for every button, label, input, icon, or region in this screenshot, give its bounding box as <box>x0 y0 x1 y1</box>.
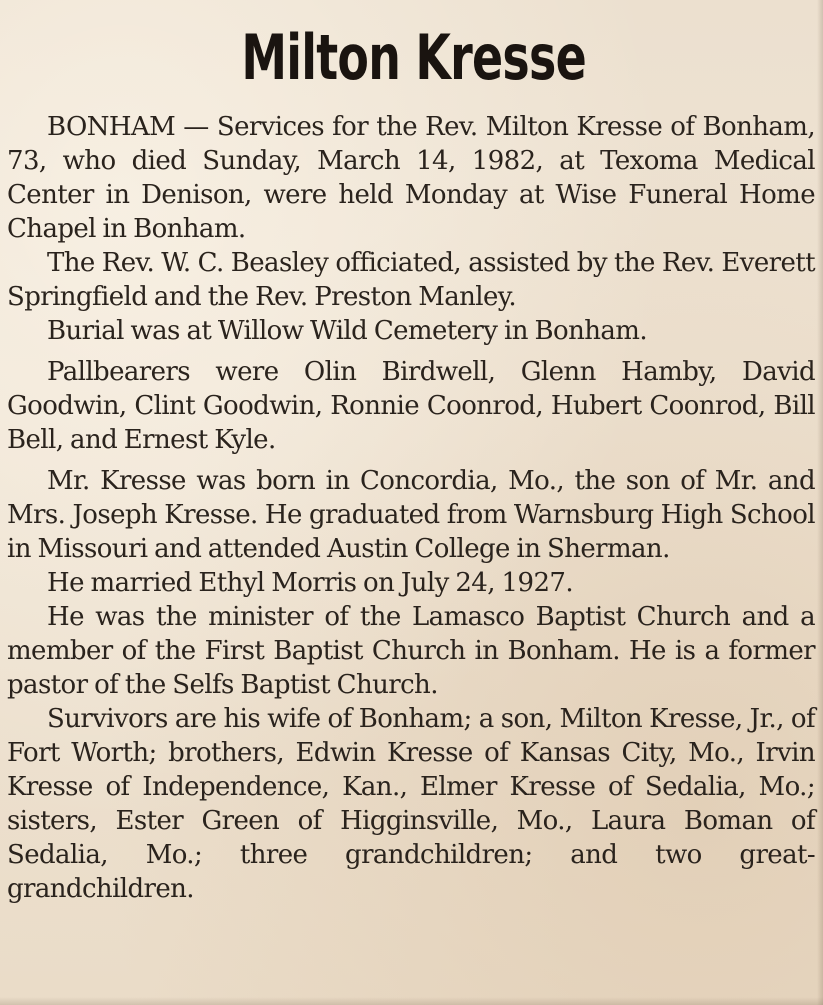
obituary-headline: Milton Kresse <box>241 21 586 94</box>
paragraph-survivors: Survivors are his wife of Bonham; a son, Milton Kresse, Jr., of Fort Worth; brothers, Edwin Kresse of Kansas City, Mo., Irvin Kresse of Independence, Kan., Elmer Kresse of Sedalia, Mo.; sisters, Ester Green of Higginsville, Mo., Laura Boman of Sedalia, Mo.; three grandchildren; and two great-grandchildren. <box>7 704 815 904</box>
paragraph-officiants: The Rev. W. C. Beasley officiated, assisted by the Rev. Everett Springfield and the Rev. Preston Manley. <box>7 248 815 312</box>
paragraph-services: BONHAM — Services for the Rev. Milton Kresse of Bonham, 73, who died Sunday, March 14, 1982, at Texoma Medical Center in Denison, were held Monday at Wise Funeral Home Chapel in Bonham. <box>7 112 815 244</box>
obituary-body <box>7 110 815 906</box>
paragraph-ministry: He was the minister of the Lamasco Baptist Church and a member of the First Baptist Church in Bonham. He is a former pastor of the Selfs Baptist Church. <box>7 602 815 700</box>
clipping-bottom-shadow <box>0 997 823 1005</box>
paragraph-marriage: He married Ethyl Morris on July 24, 1927. <box>47 568 573 598</box>
clipping-edge-shadow <box>817 0 823 1005</box>
paragraph-burial: Burial was at Willow Wild Cemetery in Bonham. <box>47 316 647 346</box>
paragraph-biography: Mr. Kresse was born in Concordia, Mo., the son of Mr. and Mrs. Joseph Kresse. He graduated from Warnsburg High School in Missouri and attended Austin College in Sherman. <box>7 466 815 564</box>
paragraph-pallbearers: Pallbearers were Olin Birdwell, Glenn Hamby, David Goodwin, Clint Goodwin, Ronnie Coonrod, Hubert Coonrod, Bill Bell, and Ernest Kyle. <box>7 357 815 455</box>
